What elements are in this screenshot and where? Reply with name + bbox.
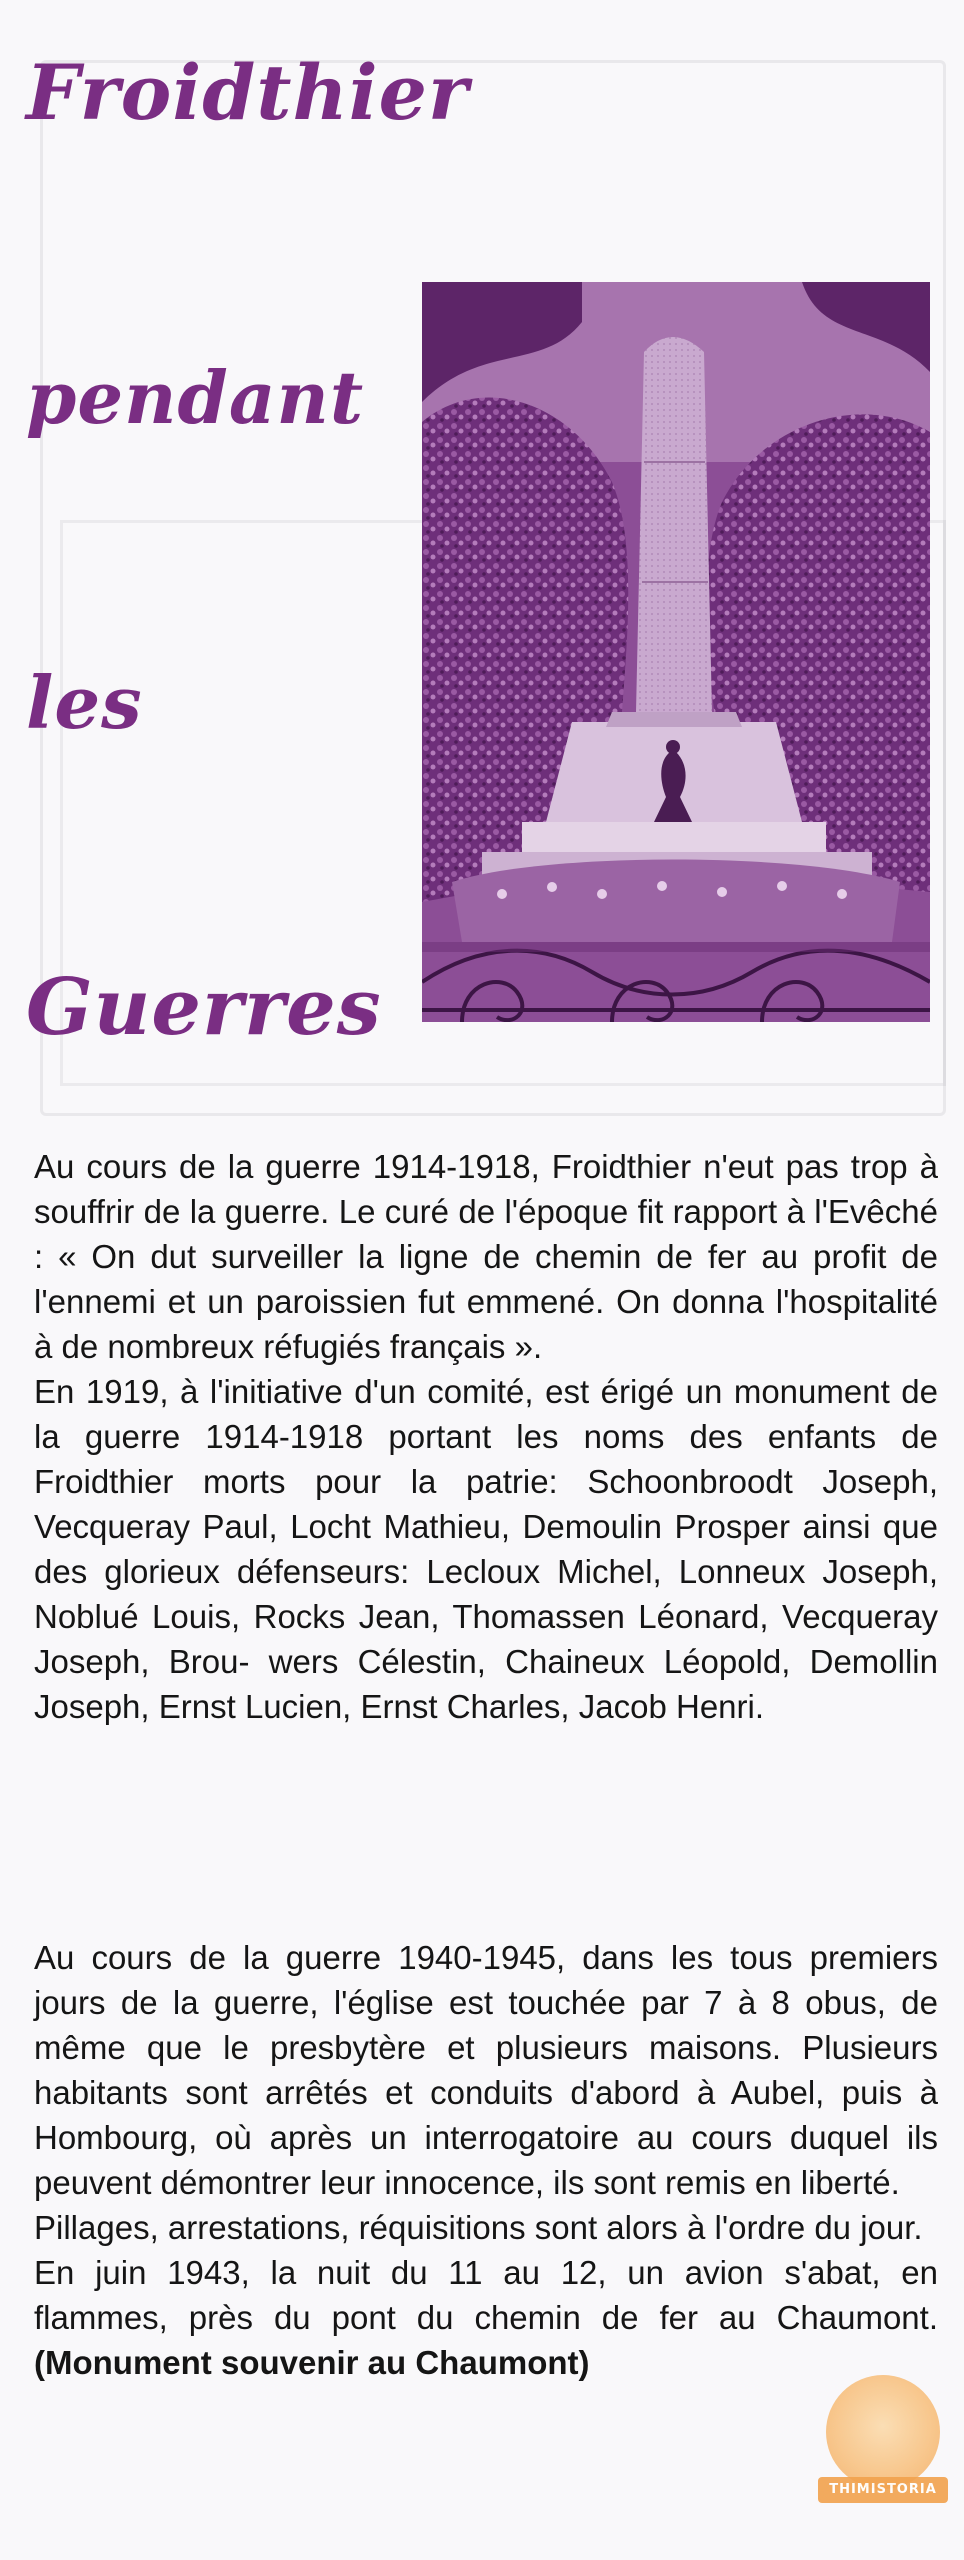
watermark-label: THIMISTORIA [818, 2477, 948, 2503]
plane-crash-text: En juin 1943, la nuit du 11 au 12, un avion s'abat, en flammes, près du pont du chemin de fer au Chaumont. [34, 2254, 938, 2336]
war-memorial-illustration [422, 282, 930, 1022]
title-line-2: pendant [26, 355, 365, 440]
monument-caption: (Monument souvenir au Chaumont) [34, 2344, 590, 2381]
paragraph-ww2-plane [34, 2250, 938, 2385]
text-block-ww1 [34, 1144, 938, 1729]
war-memorial-photo [422, 282, 930, 1022]
paragraph-ww2-intro: Au cours de la guerre 1940-1945, dans les tous premiers jours de la guerre, l'église est touchée par 7 à 8 obus, de même que le presbytère et plusieurs maisons. Plusieurs habitants sont arrêtés et conduits d'abord à Aubel, puis à Hombourg, où après un interrogatoire au cours duquel ils peuvent démontrer leur innocence, ils sont remis en liberté. [34, 1939, 938, 2201]
title-line-4: Guerres [26, 962, 382, 1053]
paragraph-ww2-pillages: Pillages, arrestations, réquisitions sont alors à l'ordre du jour. [34, 2209, 923, 2246]
title-line-1: Froidthier [26, 48, 469, 137]
paragraph-ww1-intro: Au cours de la guerre 1914-1918, Froidthier n'eut pas trop à souffrir de la guerre. Le curé de l'époque fit rapport à l'Evêché : « On dut surveiller la ligne de chemin de fer au profit de l'ennemi et un paroissien fut emmené. On donna l'hospitalité à de nombreux réfugiés français ». [34, 1148, 938, 1365]
paragraph-ww1-monument: En 1919, à l'initiative d'un comité, est érigé un monument de la guerre 1914-1918 portant les noms des enfants de Froidthier morts pour la patrie: Schoonbroodt Joseph, Vecqueray Paul, Locht Mathieu, Demoulin Prosper ainsi que des glorieux défenseurs: Lecloux Michel, Lonneux Joseph, Noblué Louis, Rocks Jean, Thomassen Léonard, Vecqueray Joseph, Brou- wers Célestin, Chaineux Léopold, Demollin Joseph, Ernst Lucien, Ernst Charles, Jacob Henri. [34, 1373, 938, 1725]
thimistoria-watermark [818, 2375, 948, 2535]
text-block-ww2 [34, 1935, 938, 2385]
watermark-logo-icon [826, 2375, 940, 2489]
title-line-3: les [26, 660, 143, 745]
